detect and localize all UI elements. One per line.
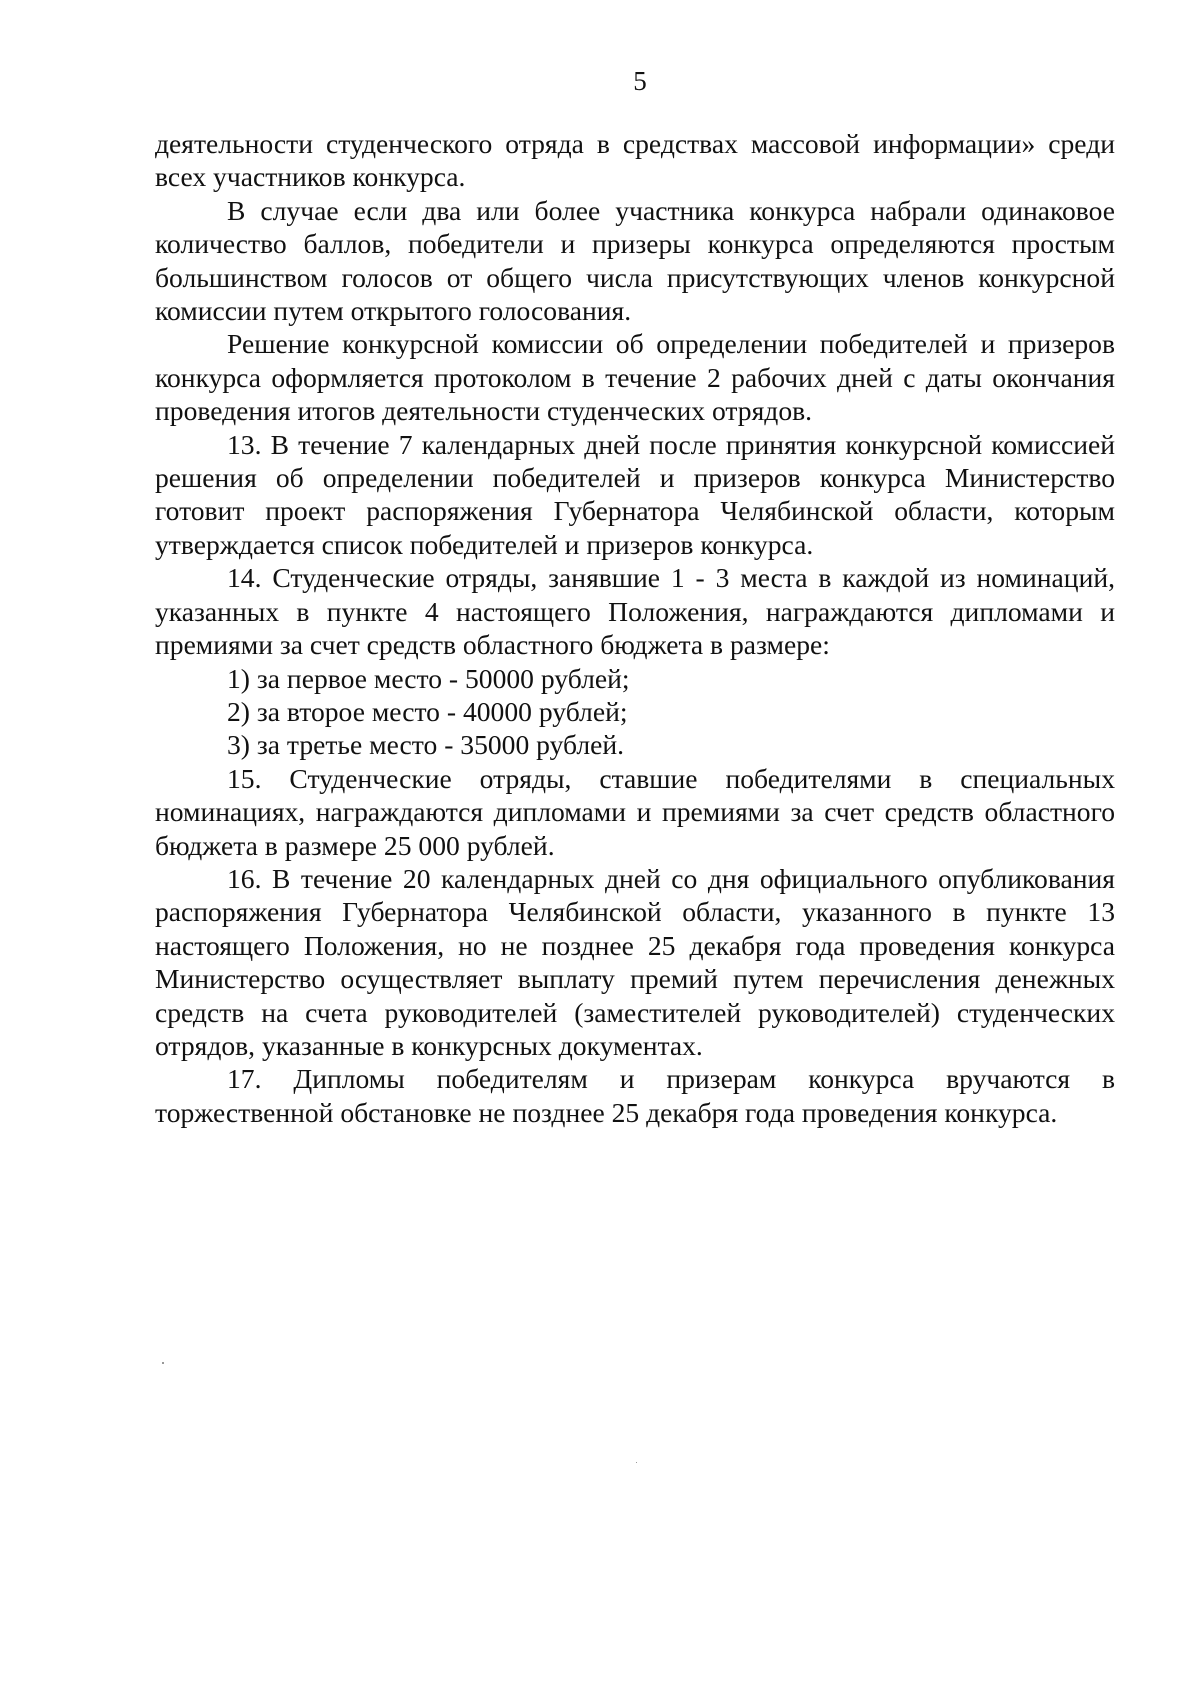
paragraph-item-15: 15. Студенческие отряды, ставшие победителями в специальных номинациях, награждаются дипломами и премиями за счет средств областного бюджета в размере 25 000 рублей.	[155, 762, 1115, 861]
scan-speck	[636, 1462, 637, 1463]
page-number: 5	[633, 66, 647, 96]
paragraph-continuation: деятельности студенческого отряда в средствах массовой информации» среди всех участников конкурса.	[155, 128, 1115, 193]
paragraph-commission-decision: Решение конкурсной комиссии об определении победителей и призеров конкурса оформляется протоколом в течение 2 рабочих дней с даты окончания проведения итогов деятельности студенческих отрядов.	[155, 328, 1115, 427]
scan-speck	[162, 1362, 164, 1364]
document-body	[155, 127, 1115, 1129]
paragraph-item-14: 14. Студенческие отряды, занявшие 1 - 3 места в каждой из номинаций, указанных в пункте 4 настоящего Положения, награждаются дипломами и премиями за счет средств областного бюджета в размере:	[155, 562, 1115, 661]
paragraph-item-13: 13. В течение 7 календарных дней после принятия конкурсной комиссией решения об определении победителей и призеров конкурса Министерство готовит проект распоряжения Губернатора Челябинской области, которым утверждается список победителей и призеров конкурса.	[155, 428, 1115, 560]
paragraph-item-16: 16. В течение 20 календарных дней со дня официального опубликования распоряжения Губернатора Челябинской области, указанного в пункте 13 настоящего Положения, но не позднее 25 декабря года проведения конкурса Министерство осуществляет выплату премий путем перечисления денежных средств на счета руководителей (заместителей руководителей) студенческих отрядов, указанные в конкурсных документах.	[155, 862, 1115, 1061]
prize-list-item-third: 3) за третье место - 35000 рублей.	[227, 729, 625, 761]
paragraph-tie-rule: В случае если два или более участника конкурса набрали одинаковое количество баллов, победители и призеры конкурса определяются простым большинством голосов от общего числа присутствующих членов конкурсной комиссии путем открытого голосования.	[155, 194, 1115, 327]
prize-list-item-second: 2) за второе место - 40000 рублей;	[227, 695, 628, 727]
paragraph-item-17: 17. Дипломы победителям и призерам конкурса вручаются в торжественной обстановке не позднее 25 декабря года проведения конкурса.	[155, 1063, 1115, 1128]
prize-list-item-first: 1) за первое место - 50000 рублей;	[227, 662, 630, 694]
